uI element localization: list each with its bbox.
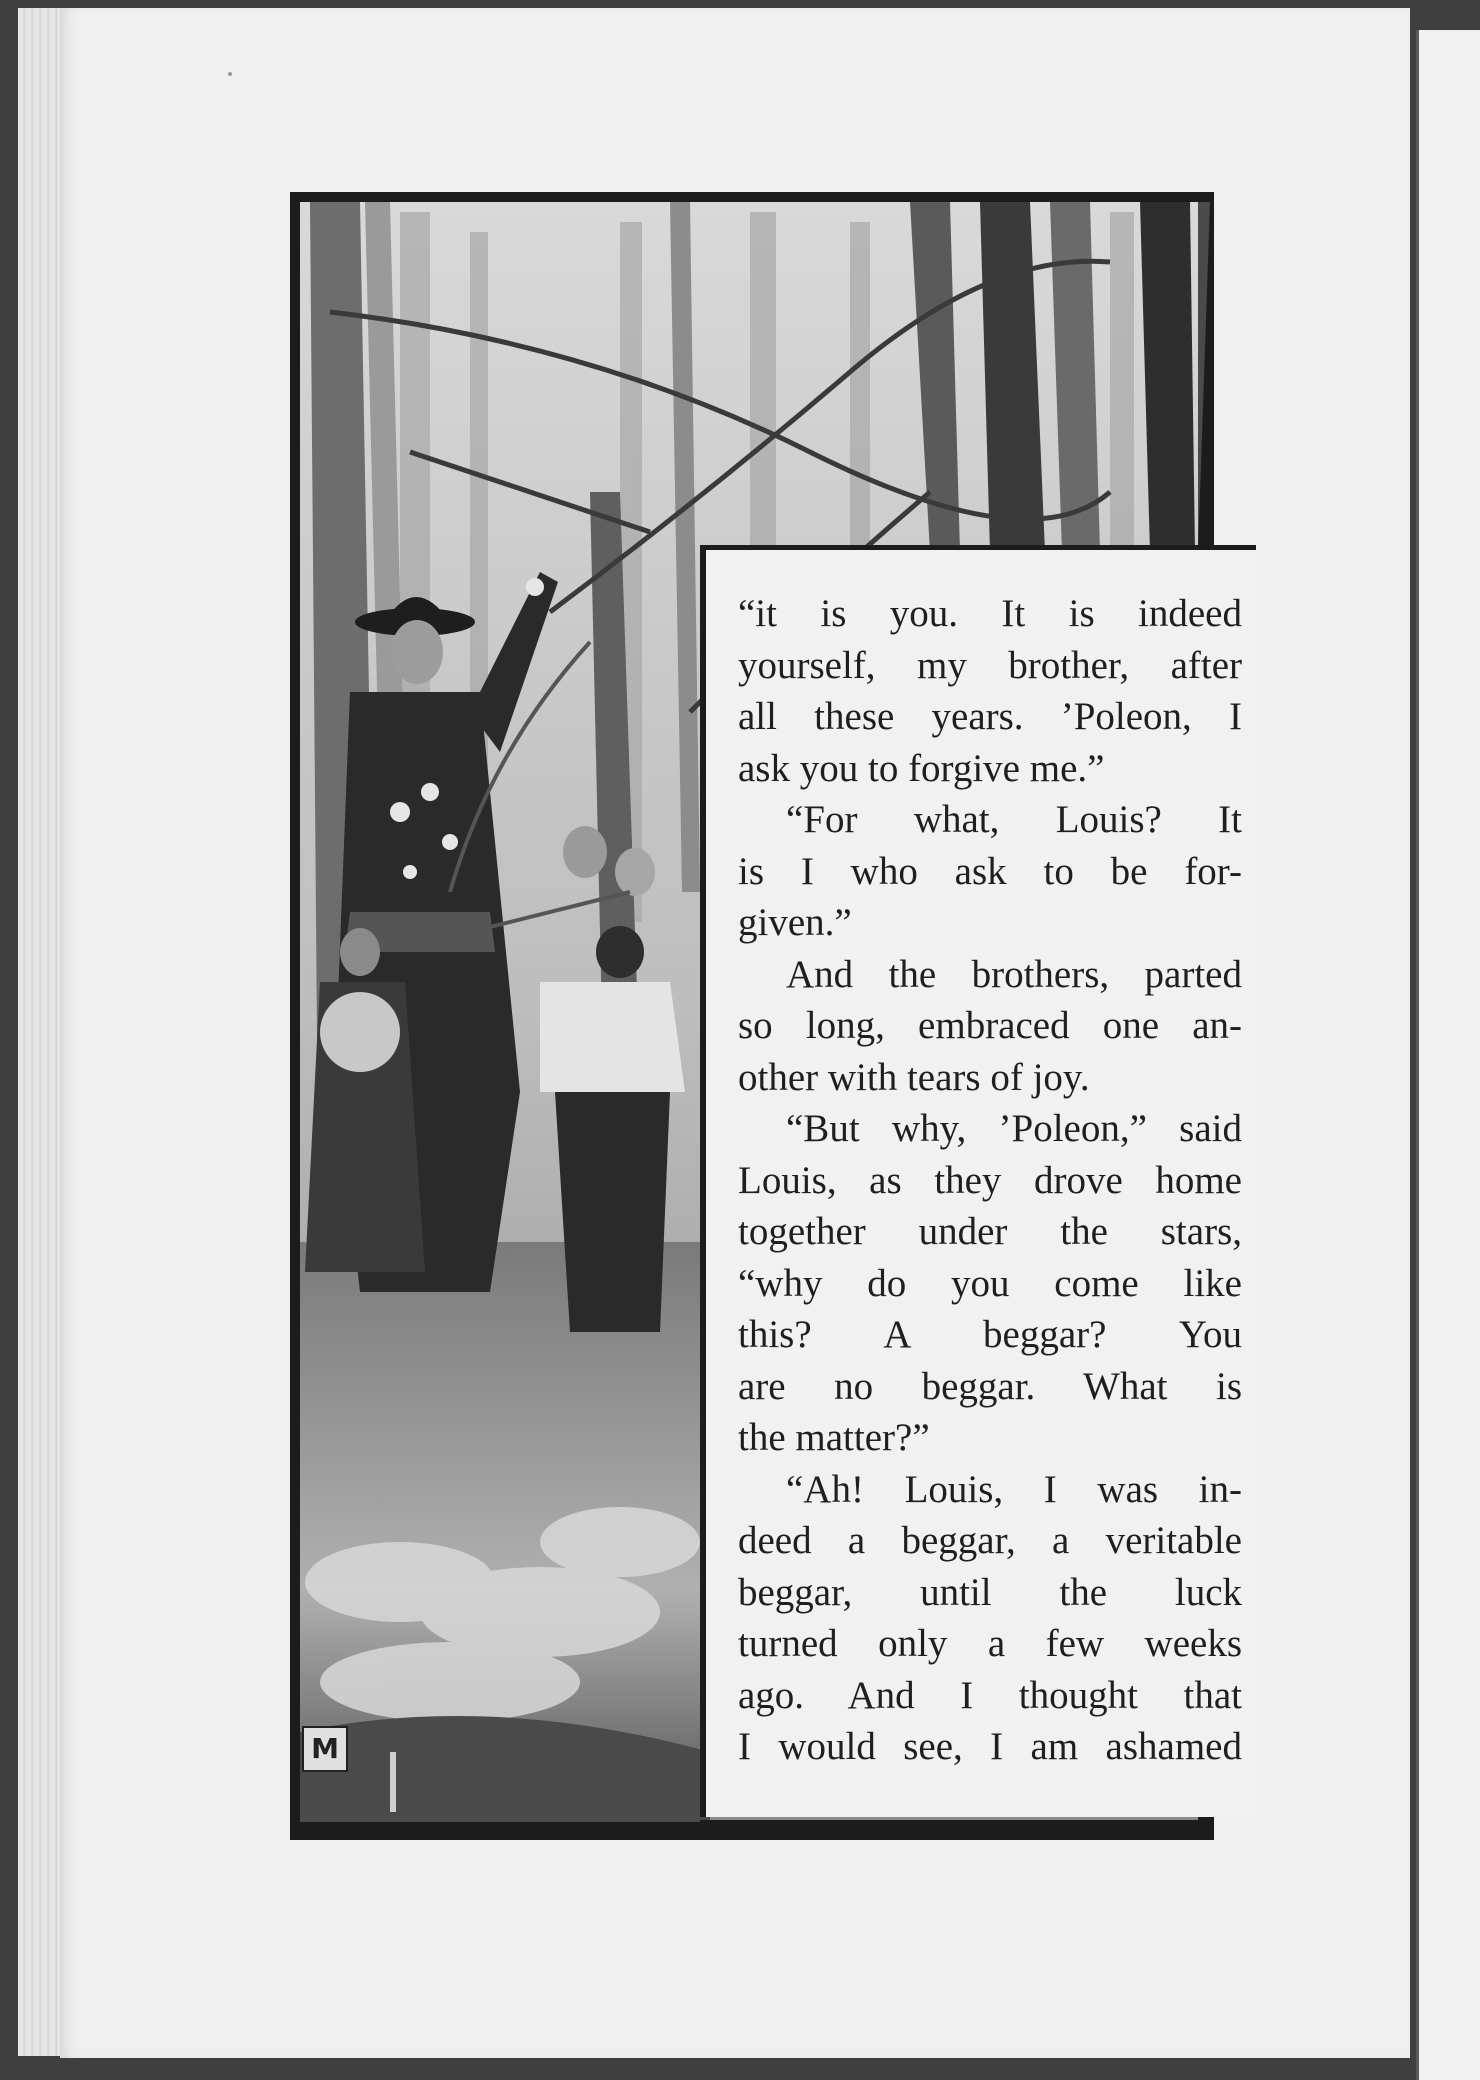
text-line: I would see, I am ashamed bbox=[738, 1725, 1242, 1768]
text-line: Louis, as they drove home bbox=[738, 1158, 1242, 1202]
text-line: together under the stars, bbox=[738, 1210, 1242, 1253]
text-line: And the brothers, parted bbox=[786, 952, 1242, 996]
text-line: ago. And I thought that bbox=[738, 1673, 1242, 1717]
artist-monogram-icon: M bbox=[302, 1726, 348, 1772]
text-line: “Ah! Louis, I was in- bbox=[786, 1467, 1242, 1511]
text-line: given.” bbox=[738, 901, 852, 944]
text-line: beggar, until the luck bbox=[738, 1570, 1242, 1614]
text-line: all these years. ’Poleon, I bbox=[738, 695, 1242, 738]
text-line: “why do you come like bbox=[738, 1261, 1242, 1305]
text-line: “But why, ’Poleon,” said bbox=[786, 1107, 1242, 1150]
text-line: other with tears of joy. bbox=[738, 1055, 1090, 1099]
text-line: so long, embraced one an- bbox=[738, 1004, 1242, 1047]
text-line: “For what, Louis? It bbox=[786, 798, 1242, 841]
text-line: yourself, my brother, after bbox=[738, 643, 1242, 687]
text-line: “it is you. It is indeed bbox=[738, 592, 1242, 635]
paper-speck bbox=[228, 72, 232, 76]
text-line: turned only a few weeks bbox=[738, 1622, 1242, 1665]
text-line: ask you to forgive me.” bbox=[738, 746, 1105, 790]
text-line: the matter?” bbox=[738, 1416, 930, 1459]
illustration-bottom-border bbox=[700, 1820, 1212, 1834]
text-line: are no beggar. What is bbox=[738, 1364, 1242, 1408]
text-line: deed a beggar, a veritable bbox=[738, 1519, 1242, 1562]
text-panel bbox=[700, 545, 1256, 1817]
body-text bbox=[738, 588, 1242, 1773]
text-line: is I who ask to be for- bbox=[738, 849, 1242, 893]
facing-page-edge bbox=[1416, 30, 1480, 2080]
text-line: this? A beggar? You bbox=[738, 1313, 1242, 1356]
